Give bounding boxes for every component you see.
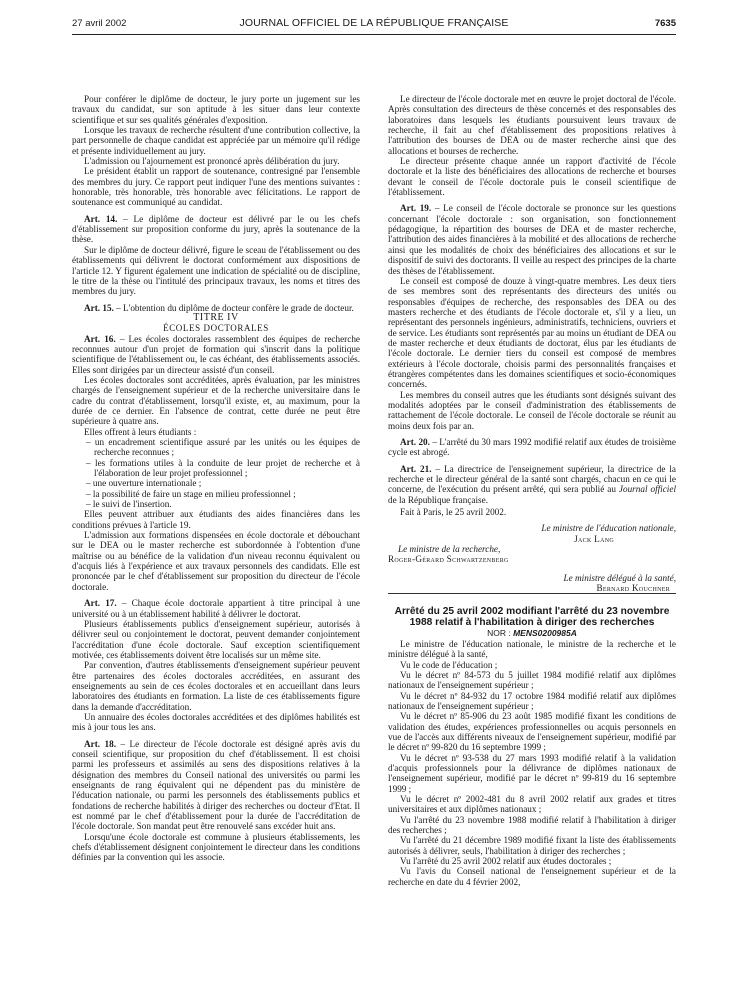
signatory-name-text: Roger-Gérard Schwartzenberg (388, 554, 509, 565)
place-date: Fait à Paris, le 25 avril 2002. (400, 507, 507, 518)
paragraph: Elles peuvent attribuer aux étudiants des aides financières dans les conditions prévues à l'article 19. (72, 509, 360, 530)
paragraph: Par convention, d'autres établissements d'enseignement supérieur peuvent être partenaires des écoles doctorales accréditées, en assurant des enseignements au sein de ces écoles doctorales et en accueillant dans leurs laboratoires des étudiants en formation. La liste de ces établissements figure dans la demande d'accréditation. (72, 660, 360, 712)
preamble: Le ministre de l'éducation nationale, le ministre de la recherche et le ministre délégué à la santé, (388, 638, 676, 660)
list-item: – une ouverture internationale ; (72, 478, 360, 488)
visa: Vu l'arrêté du 25 avril 2002 relatif aux études doctorales ; (400, 856, 612, 867)
article-text: – Le directeur de l'école doctorale est désigné après avis du conseil scientifique, sur proposition du chef d'établissement. Il est choisi parmi les professeurs et assimilés au sens des dispositions relatives à la désignation des membres du Conseil national des universités ou parmi les enseignants de rang équivalent qui ne dépendent pas du ministère de l'éducation nationale, ou parmi les personnels des établissements publics et fondations de recherche habilités à diriger des recherches ou docteur d'Etat. Il est nommé par le chef d'établissement pour la durée de l'accréditation de l'école doctorale. Son mandat peut être renouvelé sans excéder huit ans. (72, 738, 360, 832)
nor-code: MENS0200985A (513, 628, 577, 639)
article-18 (72, 739, 360, 832)
visa: Vu le décret nº 2002-481 du 8 avril 2002 relatif aux grades et titres universitaires et aux diplômes nationaux ; (388, 793, 676, 815)
article-label: Art. 20. (400, 437, 430, 447)
article-text: – Chaque école doctorale appartient à titre principal à une université ou à un établissement habilité à délivrer le doctorat. (72, 598, 360, 619)
article-label: Art. 15. (84, 302, 114, 313)
signatory-title-text: Le ministre de l'éducation nationale, (541, 523, 676, 534)
visa: Vu le code de l'éducation ; (400, 659, 498, 670)
paragraph: Un annuaire des écoles doctorales accréditées et des diplômes habilités est mis à jour tous les ans. (72, 711, 360, 733)
article-text: – L'arrêté du 30 mars 1992 modifié relatif aux études de troisième cycle est abrogé. (388, 437, 676, 458)
paragraph: Le directeur présente chaque année un rapport d'activité de l'école doctorale et la liste des bénéficiaires des allocations de recherche et bourses devant le conseil de l'école doctorale puis le conseil scientifique de l'établissement. (388, 156, 676, 198)
signatory-title-text: Le ministre de la recherche, (398, 544, 501, 555)
article-label: Art. 21. (400, 463, 432, 474)
list-item: – les formations utiles à la conduite de leur projet de recherche et à l'élaboration de leur projet professionnel ; (72, 458, 360, 479)
article-label: Art. 19. (400, 203, 432, 214)
paragraph: Le président établit un rapport de soutenance, contresigné par l'ensemble des membres du jury. Ce rapport peut indiquer l'une des mentions suivantes : honorable, très honorable, très honorable avec félicitations. Le rapport de soutenance est communiqué au candidat. (72, 166, 360, 208)
article-21 (388, 464, 676, 505)
paragraph: Sur le diplôme de docteur délivré, figure le sceau de l'établissement ou des établissements qui délivrent le doctorat conformément aux dispositions de l'article 12. Y figurent également une indication de spécialité ou de discipline, le titre de la thèse ou l'intitulé des principaux travaux, les noms et titres des membres du jury. (72, 244, 360, 297)
nor-reference (388, 628, 676, 638)
article-label: Art. 18. (84, 738, 117, 749)
signatory-name-text: Bernard Kouchner (596, 583, 670, 594)
article-text: de la République française. (388, 494, 488, 505)
signatory-title-text: Le ministre délégué à la santé, (563, 572, 676, 583)
left-column (72, 94, 360, 863)
paragraph: Elles offrent à leurs étudiants : (84, 426, 197, 437)
offer-list (72, 437, 360, 509)
article-16 (72, 334, 360, 375)
signatory-name (388, 583, 676, 593)
paragraph: Pour conférer le diplôme de docteur, le jury porte un jugement sur les travaux du candidat, sur son aptitude à les situer dans leur contexte scientifique et sur ses qualités générales d'exposition. (72, 94, 360, 125)
page-number: 7635 (654, 18, 676, 29)
visa: Vu l'avis du Conseil national de l'enseignement supérieur et de la recherche en date du 4 février 2002, (388, 866, 676, 887)
signatory-name (388, 534, 676, 544)
paragraph: Le directeur de l'école doctorale met en œuvre le projet doctoral de l'école. Après consultation des directeurs de thèse concernés et des responsables des laboratoires dans lesquels les étudiants poursuivent leurs travaux de recherche, il fait au chef d'établissement des propositions relatives à l'attribution des bourses de DEA ou de master recherche ainsi que des allocations et bourses de recherche. (388, 94, 676, 156)
paragraph: Lorsqu'une école doctorale est commune à plusieurs établissements, les chefs d'établissement désignent conjointement le directeur dans les conditions définies par la convention qui les associe. (72, 831, 360, 863)
visa: Vu le décret nº 85-906 du 23 août 1985 modifié fixant les conditions de validation des études, expériences professionnelles ou acquis personnels en vue de l'accès aux différents niveaux de l'enseignement supérieur, modifié par le décret nº 99-820 du 16 septembre 1999 ; (388, 711, 676, 753)
paragraph: L'admission aux formations dispensées en école doctorale et débouchant sur le DEA ou le master recherche est subordonnée à l'obtention d'une maîtrise ou au bénéfice de la validation d'un niveau reconnu équivalent ou d'acquis liés à l'expérience et aux travaux personnels des candidats. Elle est prononcée par le chef d'établissement sur proposition du directeur de l'école doctorale. (72, 530, 360, 592)
article-14 (72, 214, 360, 245)
header-date: 27 avril 2002 (72, 18, 127, 29)
paragraph: L'admission ou l'ajournement est prononcé après délibération du jury. (84, 156, 340, 167)
article-text: – La directrice de l'enseignement supérieur, la directrice de la recherche et le directeur général de la santé sont chargés, chacun en ce qui le concerne, de l'exécution du présent arrêté, qui sera publié au (388, 463, 676, 495)
article-19 (388, 203, 676, 275)
journal-name: Journal officiel (618, 484, 676, 495)
nor-label: NOR : (487, 628, 514, 639)
journal-title: JOURNAL OFFICIEL DE LA RÉPUBLIQUE FRANÇAISE (239, 17, 509, 29)
paragraph: Les membres du conseil autres que les étudiants sont désignés suivant des modalités adoptées par le conseil d'administration des établissements de rattachement de l'école doctorale. Le conseil de l'école doctorale se réunit au moins deux fois par an. (388, 389, 676, 431)
list-item: – le suivi de l'insertion. (72, 499, 360, 509)
signatory-name-text: Jack Lang (574, 533, 614, 544)
visa: Vu le décret nº 93-538 du 27 mars 1993 modifié relatif à la validation d'acquis professionnels pour la délivrance de diplômes nationaux de l'enseignement supérieur, modifié par le décret nº 99-819 du 16 septembre 1999 ; (388, 752, 676, 794)
list-item: – la possibilité de faire un stage en milieu professionnel ; (72, 489, 360, 499)
visa: Vu le décret nº 84-573 du 5 juillet 1984 modifié relatif aux diplômes nationaux de l'enseignement supérieur ; (388, 669, 676, 691)
signatory-title (388, 544, 676, 554)
paragraph: Lorsque les travaux de recherche résultent d'une contribution collective, la part personnelle de chaque candidat est appréciée par un mémoire qu'il rédige et présente individuellement au jury. (72, 125, 360, 156)
page-header (72, 16, 676, 32)
article-17 (72, 598, 360, 619)
paragraph: Les écoles doctorales sont accréditées, après évaluation, par les ministres chargés de l'enseignement supérieur et de la recherche universitaire dans le cadre du contrat d'établissement, lorsqu'il existe, et, au maximum, pour la durée de ce dernier. En l'absence de contrat, cette durée ne peut être supérieure à quatre ans. (72, 374, 360, 427)
signatory-title (388, 523, 676, 533)
article-text: – Le diplôme de docteur est délivré par le ou les chefs d'établissement sur proposition conforme du jury, après la soutenance de la thèse. (72, 213, 360, 245)
paragraph: Le conseil est composé de douze à vingt-quatre membres. Les deux tiers de ses membres sont des représentants des directeurs des unités ou responsables d'équipes de recherche, des responsables des DEA ou des masters recherche et des étudiants de l'école doctorale et, s'il y a lieu, un représentant des personnels ingénieurs, administratifs, techniciens, ouvriers et de service. Les étudiants sont représentés par au moins un étudiant de DEA ou de master recherche et deux étudiants de doctorat, élus par les étudiants de l'école doctorale. Le dernier tiers du conseil est composé de membres extérieurs à l'école doctorale, choisis parmi des personnalités françaises et étrangères compétentes dans les domaines scientifiques et socio-économiques concernés. (388, 275, 676, 390)
article-text: – Les écoles doctorales rassemblent des équipes de recherche reconnues autour d'un projet de formation qui s'inscrit dans la politique scientifique de l'établissement ou, le cas échéant, des établissements associés. Elles sont dirigées par un directeur assisté d'un conseil. (72, 333, 360, 375)
article-text: – Le conseil de l'école doctorale se prononce sur les questions concernant l'école doctorale : son organisation, son fonctionnement pédagogique, la répartition des bourses de DEA et de master recherche, l'attribution des aides financières à la mobilité et des allocations de recherche ainsi que les modalités de choix des bénéficiaires des allocations et sur le dispositif de suivi des doctorants. Il veille au respect des principes de la charte des thèses de l'établissement. (388, 203, 676, 276)
section-subtitle: ÉCOLES DOCTORALES (163, 323, 269, 334)
header-rule (72, 34, 676, 35)
signatory-title (388, 573, 676, 583)
section-title: TITRE IV (193, 311, 239, 323)
visa: Vu l'arrêté du 23 novembre 1988 modifié relatif à l'habilitation à diriger des recherches ; (388, 814, 676, 835)
article-text: – L'obtention du diplôme de docteur confère le grade de docteur. (113, 302, 354, 313)
article-label: Art. 17. (84, 598, 117, 609)
visa: Vu l'arrêté du 21 décembre 1989 modifié fixant la liste des établissements autorisés à délivrer, seuls, l'habilitation à diriger des recherches ; (388, 835, 676, 856)
right-column (388, 94, 676, 887)
visa: Vu le décret nº 84-932 du 17 octobre 1984 modifié relatif aux diplômes nationaux de l'enseignement supérieur ; (388, 690, 676, 711)
paragraph: Plusieurs établissements publics d'enseignement supérieur, autorisés à délivrer seul ou conjointement le doctorat, peuvent demander conjointement l'accréditation d'une école doctorale. Sauf exception scientifiquement motivée, ces établissements doivent être localisés sur un même site. (72, 618, 360, 660)
article-label: Art. 14. (84, 213, 118, 224)
article-label: Art. 16. (84, 333, 116, 344)
list-item: – un encadrement scientifique assuré par les unités ou les équipes de recherche reconnues ; (72, 437, 360, 458)
arrete-title: Arrêté du 25 avril 2002 modifiant l'arrêté du 23 novembre 1988 relatif à l'habilitation à diriger des recherches (388, 593, 676, 628)
article-20 (388, 437, 676, 458)
signatory-name (388, 554, 676, 564)
